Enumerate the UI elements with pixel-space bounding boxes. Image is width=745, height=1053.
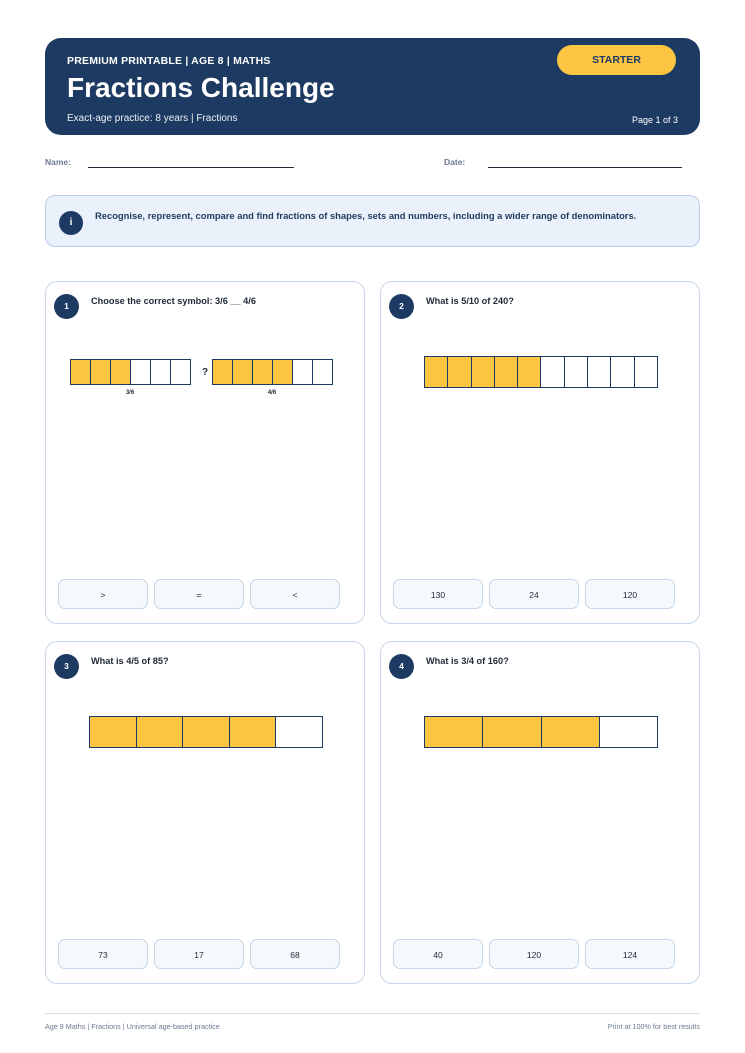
fraction-part-empty — [131, 360, 151, 384]
name-label: Name: — [45, 157, 71, 167]
fraction-part-shaded — [137, 717, 184, 747]
answer-option[interactable]: 120 — [489, 939, 579, 969]
fraction-part-empty — [541, 357, 564, 387]
answer-option-equal[interactable]: = — [154, 579, 244, 609]
date-label: Date: — [444, 157, 466, 167]
fraction-part-empty — [565, 357, 588, 387]
compare-mark: ? — [202, 367, 209, 378]
fraction-part-shaded — [183, 717, 230, 747]
fraction-bar — [424, 716, 658, 748]
answer-option[interactable]: 130 — [393, 579, 483, 609]
question-card-2 — [380, 281, 700, 624]
fraction-part-empty — [151, 360, 171, 384]
page-title: Fractions Challenge — [67, 72, 335, 103]
worksheet-header — [45, 38, 700, 135]
fraction-bar — [212, 359, 333, 385]
question-number: 1 — [54, 294, 79, 319]
fraction-part-shaded — [273, 360, 293, 384]
answer-option[interactable]: 17 — [154, 939, 244, 969]
fraction-part-shaded — [448, 357, 471, 387]
question-card-1 — [45, 281, 365, 624]
fraction-bar — [424, 356, 658, 388]
fraction-bar — [89, 716, 323, 748]
fraction-part-shaded — [213, 360, 233, 384]
header-kicker: PREMIUM PRINTABLE | AGE 8 | MATHS — [67, 55, 271, 67]
fraction-part-shaded — [495, 357, 518, 387]
question-card-4 — [380, 641, 700, 984]
answer-option[interactable]: 124 — [585, 939, 675, 969]
fraction-part-shaded — [71, 360, 91, 384]
answer-option-less[interactable]: < — [250, 579, 340, 609]
fraction-bar-label: 4/6 — [267, 390, 277, 396]
question-card-3 — [45, 641, 365, 984]
question-text: What is 3/4 of 160? — [426, 656, 509, 666]
question-text: Choose the correct symbol: 3/6 __ 4/6 — [91, 296, 256, 306]
date-field[interactable] — [488, 167, 682, 168]
footer-right-text: Print at 100% for best results — [607, 1022, 700, 1031]
name-field[interactable] — [88, 167, 294, 168]
fraction-bar-label: 3/6 — [125, 390, 135, 396]
info-text: Recognise, represent, compare and find fractions of shapes, sets and numbers, including a wider range of denominators. — [95, 210, 637, 221]
fraction-part-empty — [276, 717, 322, 747]
info-icon: i — [59, 211, 83, 235]
fraction-part-empty — [611, 357, 634, 387]
answer-option-greater[interactable]: > — [58, 579, 148, 609]
header-subtitle: Exact-age practice: 8 years | Fractions — [67, 113, 238, 124]
fraction-part-shaded — [230, 717, 277, 747]
fraction-part-empty — [293, 360, 313, 384]
fraction-part-empty — [171, 360, 190, 384]
fraction-part-empty — [635, 357, 657, 387]
fraction-part-shaded — [111, 360, 131, 384]
page-number: Page 1 of 3 — [631, 115, 678, 125]
answer-option[interactable]: 24 — [489, 579, 579, 609]
info-banner — [45, 195, 700, 247]
fraction-part-shaded — [518, 357, 541, 387]
fraction-part-shaded — [483, 717, 541, 747]
question-text: What is 4/5 of 85? — [91, 656, 169, 666]
question-number: 3 — [54, 654, 79, 679]
answer-option[interactable]: 40 — [393, 939, 483, 969]
question-text: What is 5/10 of 240? — [426, 296, 514, 306]
question-number: 2 — [389, 294, 414, 319]
fraction-part-shaded — [542, 717, 600, 747]
level-badge: STARTER — [557, 45, 676, 75]
fraction-part-shaded — [90, 717, 137, 747]
fraction-part-shaded — [233, 360, 253, 384]
footer-left-text: Age 8 Maths | Fractions | Universal age-based practice — [45, 1022, 220, 1031]
fraction-part-shaded — [425, 717, 483, 747]
answer-option[interactable]: 120 — [585, 579, 675, 609]
fraction-part-empty — [313, 360, 332, 384]
question-number: 4 — [389, 654, 414, 679]
fraction-part-shaded — [472, 357, 495, 387]
fraction-part-shaded — [253, 360, 273, 384]
fraction-part-empty — [588, 357, 611, 387]
fraction-part-shaded — [425, 357, 448, 387]
fraction-part-empty — [600, 717, 657, 747]
fraction-bar — [70, 359, 191, 385]
answer-option[interactable]: 73 — [58, 939, 148, 969]
answer-option[interactable]: 68 — [250, 939, 340, 969]
footer-divider — [45, 1013, 700, 1014]
fraction-part-shaded — [91, 360, 111, 384]
